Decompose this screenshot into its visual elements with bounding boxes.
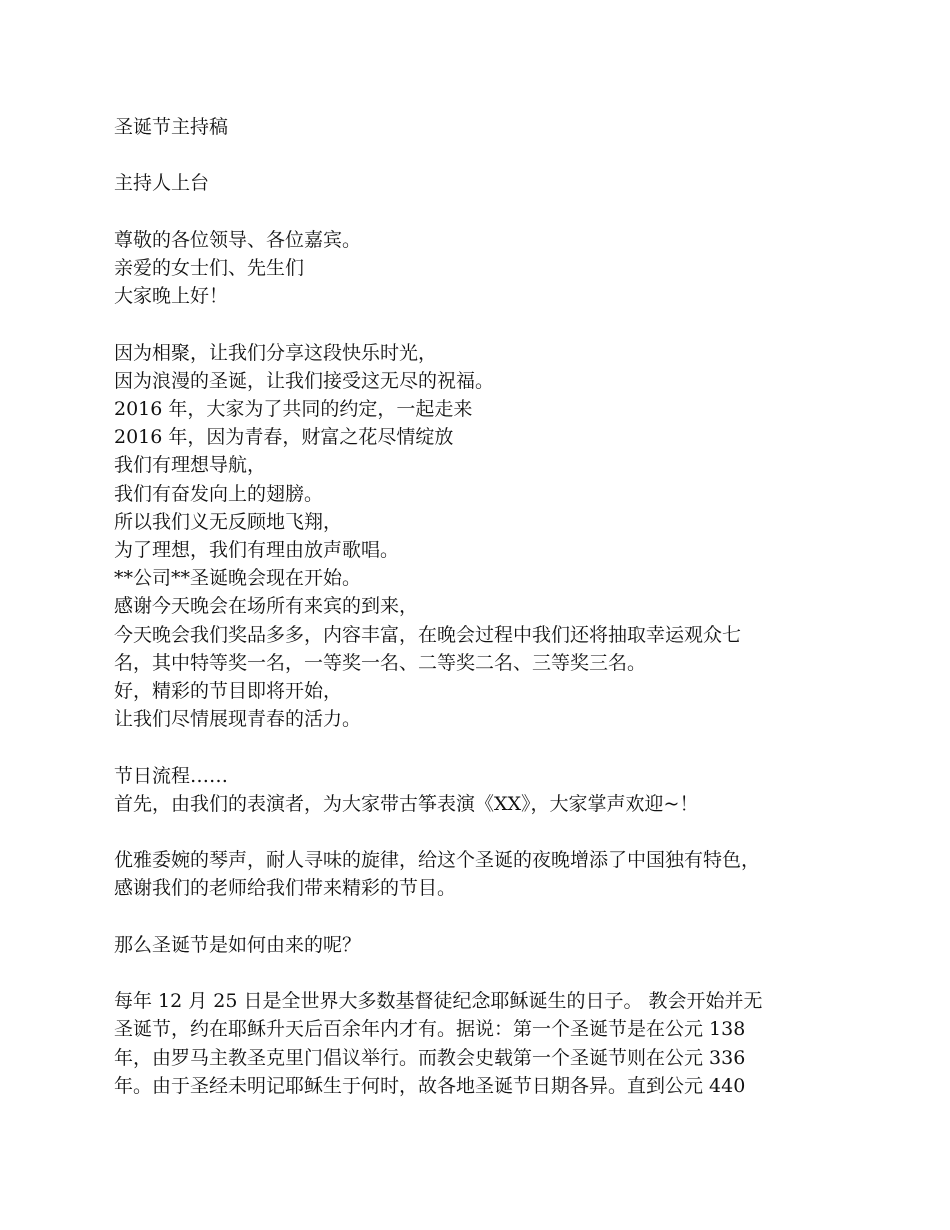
question-line: 那么圣诞节是如何由来的呢？ [114,933,362,956]
host-on-stage: 主持人上台 [114,172,210,195]
document-page [114,113,844,1100]
text-line: 优雅委婉的琴声，耐人寻味的旋律，给这个圣诞的夜晚增添了中国独有特色， [114,849,761,872]
text-line: 名，其中特等奖一名，一等奖一名、二等奖二名、三等奖三名。 [114,651,647,674]
text-line: 感谢我们的老师给我们带来精彩的节目。 [114,877,457,900]
text-line: 好，精彩的节目即将开始， [114,680,343,703]
spacer [114,818,844,846]
text-line: 让我们尽情展现青春的活力。 [114,708,362,731]
document-title: 圣诞节主持稿 [114,116,229,138]
text-line: 大家晚上好！ [114,285,229,308]
text-line: 年，由罗马主教圣克里门倡议举行。而教会史载第一个圣诞节则在公元 336 [114,1046,746,1069]
text-line: 尊敬的各位领导、各位嘉宾。 [114,228,362,251]
spacer [114,310,844,338]
text-line: 因为浪漫的圣诞，让我们接受这无尽的祝福。 [114,369,495,392]
thanks-paragraph [114,846,844,902]
text-line: 感谢今天晚会在场所有来宾的到来， [114,595,419,618]
text-line: 所以我们义无反顾地飞翔， [114,510,343,533]
text-line: 节日流程…… [114,764,229,787]
spacer [114,198,844,226]
text-line: **公司**圣诞晚会现在开始。 [114,567,362,590]
program-paragraph [114,762,844,818]
text-line: 亲爱的女士们、先生们 [114,256,305,279]
text-line: 我们有奋发向上的翅膀。 [114,482,324,505]
text-line: 为了理想，我们有理由放声歌唱。 [114,539,400,561]
text-line: 圣诞节，约在耶稣升天后百余年内才有。据说：第一个圣诞节是在公元 138 [114,1018,746,1041]
text-line: 因为相聚，让我们分享这段快乐时光， [114,341,438,364]
spacer [114,903,844,931]
text-line: 首先，由我们的表演者，为大家带古筝表演《XX》，大家掌声欢迎~！ [114,792,699,815]
text-line: 每年 12 月 25 日是全世界大多数基督徒纪念耶稣诞生的日子。 教会开始并无 [114,990,763,1013]
text-line: 年。由于圣经未明记耶稣生于何时，故各地圣诞节日期各异。直到公元 440 [114,1074,746,1097]
text-line: 今天晚会我们奖品多多，内容丰富，在晚会过程中我们还将抽取幸运观众七 [114,623,742,646]
greeting-paragraph [114,226,844,311]
history-paragraph [114,987,844,1100]
spacer [114,141,844,169]
text-line: 我们有理想导航， [114,454,267,477]
spacer [114,733,844,761]
text-line: 2016 年，因为青春，财富之花尽情绽放 [114,426,454,449]
spacer [114,959,844,987]
text-line: 2016 年，大家为了共同的约定，一起走来 [114,397,473,420]
opening-paragraph [114,339,844,734]
